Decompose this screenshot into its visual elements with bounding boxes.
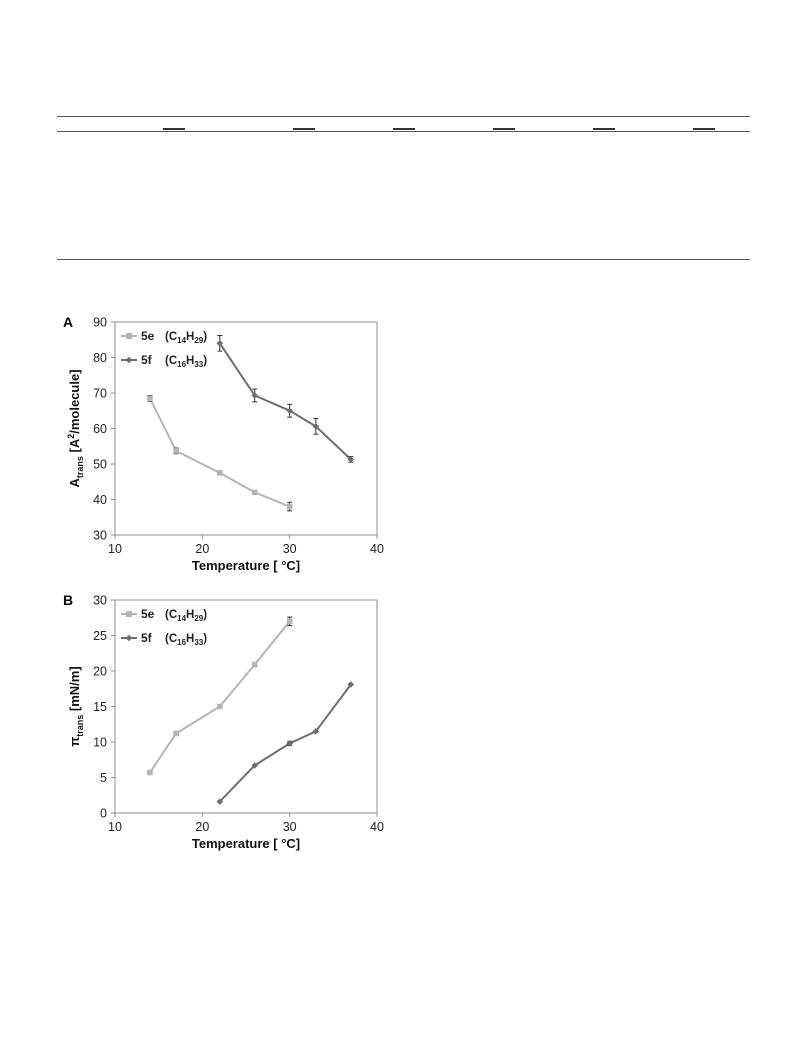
legend-swatch-marker [126, 357, 133, 364]
legend-formula-subscript: 14 [177, 614, 187, 623]
y-tick-label: 25 [93, 629, 107, 643]
data-point [287, 619, 293, 625]
data-point [147, 770, 153, 776]
legend-swatch-marker [126, 635, 133, 642]
legend-formula-subscript: 16 [177, 638, 187, 647]
legend-formula-text: H [186, 633, 195, 645]
series-line-5e [150, 398, 290, 506]
y-tick-label: 15 [93, 700, 107, 714]
data-point [217, 470, 223, 476]
x-tick-label: 20 [195, 820, 210, 834]
data-point [252, 490, 258, 496]
x-tick-label: 30 [282, 820, 297, 834]
legend-item-5f-a [121, 353, 207, 369]
data-point [252, 662, 258, 668]
y-tick-label: 30 [93, 593, 107, 608]
chart-b [55, 588, 390, 858]
legend-item-5e-a [121, 329, 207, 345]
legend-name: 5e [141, 329, 155, 343]
chart-b-svg [55, 588, 390, 858]
legend-formula-subscript: 16 [177, 360, 187, 369]
panel-label-a: A [63, 314, 74, 330]
data-point [217, 704, 223, 710]
y-axis-title-text: [mN/m] [67, 666, 82, 715]
legend-name: 5f [141, 353, 152, 367]
x-tick-label: 40 [370, 542, 384, 556]
x-tick-label: 10 [108, 542, 122, 556]
table-column-stub [163, 128, 185, 130]
plot-frame-a [115, 322, 377, 535]
panel-label-b: B [63, 592, 74, 608]
y-axis-title-subscript: trans [75, 456, 85, 479]
y-tick-label: 20 [93, 664, 107, 679]
table-column-stub [693, 128, 715, 130]
y-tick-label: 5 [100, 771, 107, 785]
y-axis-title-a [66, 369, 85, 487]
y-axis-title-b [67, 666, 85, 746]
series-line-5f [220, 343, 351, 459]
legend-formula-text: ) [203, 331, 208, 343]
legend-formula-text: ) [203, 355, 208, 367]
legend-formula-text: (C [165, 609, 178, 621]
legend-name: 5e [141, 607, 155, 621]
y-tick-label: 70 [93, 386, 107, 401]
legend-formula-text: ) [203, 609, 208, 621]
table-column-stub [293, 128, 315, 130]
y-axis-title-symbol: A [67, 478, 82, 488]
y-tick-label: 90 [93, 315, 107, 330]
y-tick-label: 80 [93, 351, 107, 365]
plot-frame-b [115, 600, 377, 813]
chart-a-svg [55, 310, 390, 580]
legend-formula-text: H [186, 609, 195, 621]
legend-formula-subscript: 29 [194, 336, 204, 345]
data-point [173, 448, 179, 454]
y-axis-title-text: /molecule] [67, 369, 82, 434]
x-tick-label: 10 [108, 820, 122, 834]
x-tick-label: 40 [370, 820, 384, 834]
legend-item-5f-b [121, 631, 207, 647]
y-axis-title-superscript: 2 [66, 433, 76, 439]
legend-name: 5f [141, 631, 152, 645]
legend-item-5e-b [121, 607, 207, 623]
data-point [147, 396, 153, 402]
y-tick-label: 60 [93, 422, 107, 436]
legend-swatch-marker [126, 611, 132, 617]
series-line-5f [220, 685, 351, 802]
legend-formula [165, 609, 207, 623]
y-tick-label: 50 [93, 457, 107, 472]
legend-formula [165, 633, 207, 647]
y-tick-label: 10 [93, 735, 107, 750]
legend-formula-text: H [186, 355, 195, 367]
legend-formula-text: (C [165, 355, 178, 367]
y-axis-title-text: [A [67, 438, 82, 457]
chart-a [55, 310, 390, 580]
legend-formula [165, 331, 207, 345]
legend-formula-text: H [186, 331, 195, 343]
legend-formula-text: (C [165, 633, 178, 645]
series-5f-b [217, 681, 355, 805]
y-tick-label: 30 [93, 528, 107, 543]
legend-swatch-marker [126, 333, 132, 339]
legend-formula-text: ) [203, 633, 208, 645]
table-column-stub [593, 128, 615, 130]
series-5e-a [147, 395, 292, 510]
table-bottom-rule [57, 259, 750, 260]
legend-formula-subscript: 33 [194, 638, 204, 647]
legend-formula [165, 355, 207, 369]
legend-formula-subscript: 29 [194, 614, 204, 623]
legend-formula-subscript: 14 [177, 336, 187, 345]
y-axis-title-symbol: π [67, 736, 82, 747]
table-column-stub [393, 128, 415, 130]
data-point [287, 504, 293, 510]
table-column-stub [493, 128, 515, 130]
x-axis-title-a: Temperature [ °C] [191, 558, 301, 573]
y-tick-label: 40 [93, 493, 107, 507]
data-point [173, 731, 179, 737]
x-tick-label: 30 [282, 542, 297, 556]
table-header-rule [57, 131, 750, 132]
y-axis-title-subscript: trans [75, 714, 85, 737]
legend-formula-subscript: 33 [194, 360, 204, 369]
y-tick-label: 0 [100, 806, 107, 821]
x-tick-label: 20 [195, 542, 210, 556]
table-top-rule [57, 116, 750, 117]
legend-formula-text: (C [165, 331, 178, 343]
series-5f-a [217, 335, 355, 462]
x-axis-title-b: Temperature [ °C] [191, 836, 301, 851]
